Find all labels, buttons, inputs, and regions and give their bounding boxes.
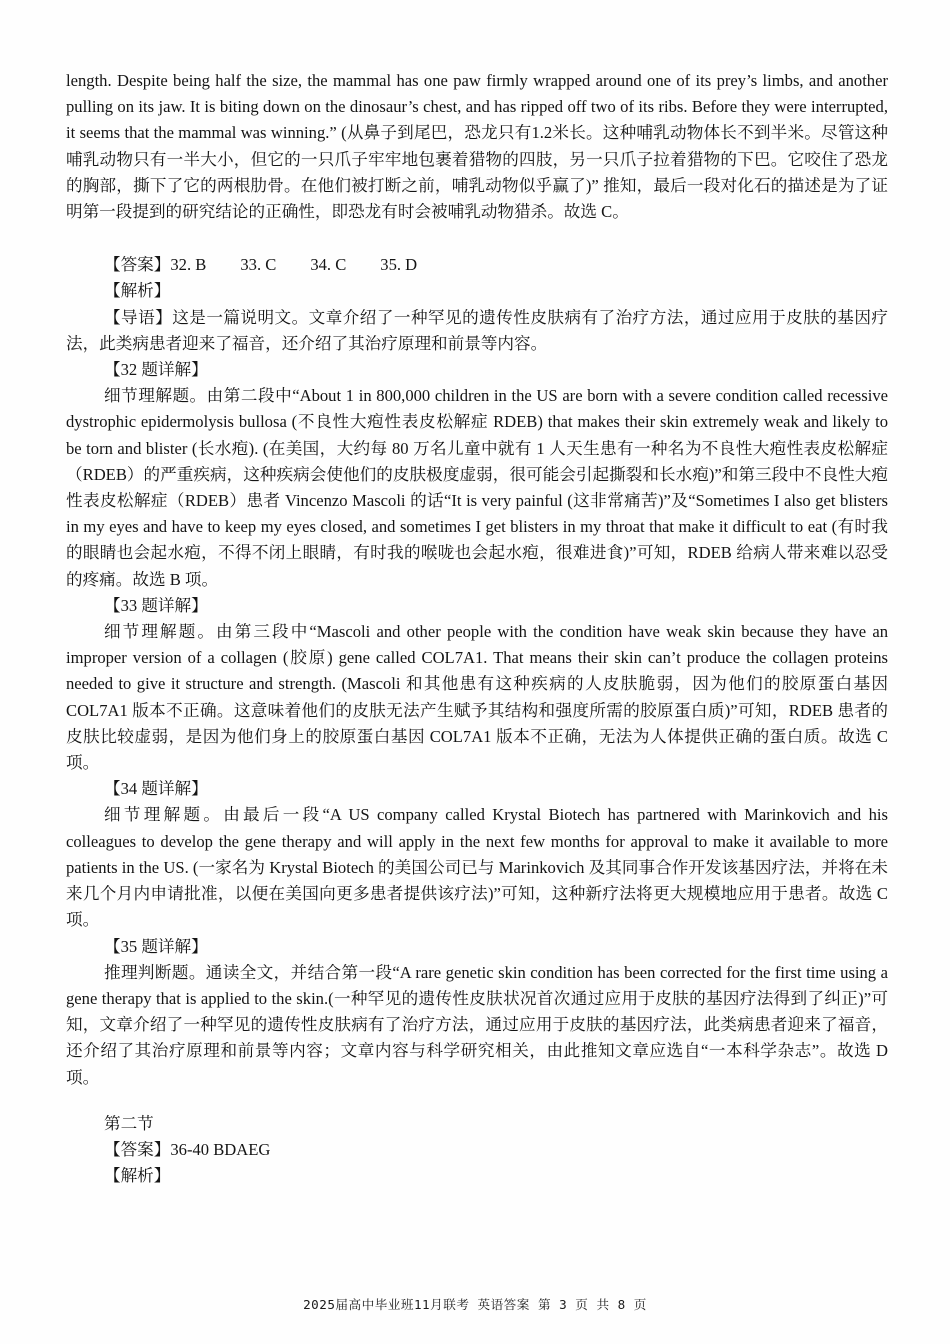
q32-title: 【32 题详解】 — [104, 360, 208, 380]
answer-32: 32. B — [170, 255, 207, 275]
q33-title: 【33 题详解】 — [104, 595, 208, 615]
answers-label: 【答案】 — [104, 255, 171, 275]
q35-title: 【35 题详解】 — [104, 936, 208, 956]
section-2-analysis-label: 【解析】 — [104, 1166, 171, 1186]
intro-paragraph: 【导语】这是一篇说明文。文章介绍了一种罕见的遗传性皮肤病有了治疗方法，通过应用于皮肤的基因疗法，此类病患者迎来了福音，还介绍了其治疗原理和前景等内容。 — [66, 307, 888, 353]
spacer — [66, 1091, 888, 1111]
answer-35: 35. D — [380, 255, 418, 275]
section-2-answer: 【答案】36-40 BDAEG — [104, 1139, 271, 1159]
q34-explanation: 细节理解题。由最后一段“A US company called Krystal Biotech has partnered with Marinkovich and his colleagues to develop the gene therapy and will apply in the next few months for approval to make it available to more patients in the US. (一家名为 Krystal Biotech 的美国公司已与 Marinkovich 及其同事合作开发该基因疗法，并将在未来几个月内申请批准，以便在美国向更多患者提供该疗法)”可知，这种新疗法将更大规模地应用于患者。故选 C 项。 — [66, 805, 888, 930]
analysis-label: 【解析】 — [104, 281, 171, 301]
q34-title: 【34 题详解】 — [104, 779, 208, 799]
q33-explanation: 细节理解题。由第三段中“Mascoli and other people with the condition have weak skin because they have an improper version of a collagen (胶原) gene called COL7A1. That means their skin can’t produce the collagen proteins needed to give it structure and strength. (Mascoli 和其他患有这种疾病的人皮肤脆弱，因为他们的胶原蛋白基因 COL7A1 版本不正确。这意味着他们的皮肤无法产生赋予其结构和强度所需的胶原蛋白质)”可知，RDEB 患者的皮肤比较虚弱，是因为他们身上的胶原蛋白基因 COL7A1 版本不正确，无法为人体提供正确的蛋白质。故选 C 项。 — [66, 622, 888, 773]
section-2-title: 第二节 — [104, 1113, 154, 1133]
page-footer: 2025届高中毕业班11月联考 英语答案 第 3 页 共 8 页 — [303, 1297, 647, 1312]
q35-explanation: 推理判断题。通读全文，并结合第一段“A rare genetic skin condition has been corrected for the first time using a gene therapy that is applied to the skin.(一种罕见的遗传性皮肤状况首次通过应用于皮肤的基因疗法得到了纠正)”可知，文章介绍了一种罕见的遗传性皮肤病有了治疗方法，通过应用于皮肤的基因疗法，此类病患者迎来了福音，还介绍了其治疗原理和前景等内容；文章内容与科学研究相关，由此推知文章应选自“一本科学杂志”。故选 D 项。 — [66, 962, 888, 1087]
answer-34: 34. C — [310, 255, 347, 275]
answer-33: 33. C — [240, 255, 277, 275]
page-content — [66, 68, 888, 1189]
passage-tail-paragraph: length. Despite being half the size, the mammal has one paw firmly wrapped around one of its prey’s limbs, and another pulling on its jaw. It is biting down on the dinosaur’s chest, and has ripped off two of its ribs. Before they were interrupted, it seems that the mammal was winning.” (从鼻子到尾巴，恐龙只有1.2米长。这种哺乳动物体长不到半米。尽管这种哺乳动物只有一半大小，但它的一只爪子牢牢地包裹着猎物的四肢，另一只爪子拉着猎物的下巴。它咬住了恐龙的胸部，撕下了它的两根肋骨。在他们被打断之前，哺乳动物似乎赢了)” 推知，最后一段对化石的描述是为了证明第一段提到的研究结论的正确性，即恐龙有时会被哺乳动物猎杀。故选 C。 — [66, 71, 888, 222]
answers-line — [66, 252, 888, 278]
q32-explanation: 细节理解题。由第二段中“About 1 in 800,000 children in the US are born with a severe condition called recessive dystrophic epidermolysis bullosa (不良性大疱性表皮松解症 RDEB) that makes their skin extremely weak and likely to be torn and blister (长水疱). (在美国，大约每 80 万名儿童中就有 1 人天生患有一种名为不良性大疱性表皮松解症（RDEB）的严重疾病，这种疾病会使他们的皮肤极度虚弱，很可能会引起撕裂和长水疱)”和第三段中不良性大疱性表皮松解症（RDEB）患者 Vincenzo Mascoli 的话“It is very painful (这非常痛苦)”及“Sometimes I also get blisters in my eyes and have to keep my eyes closed, and sometimes I get blisters in my throat that make it difficult to eat (有时我的眼睛也会起水疱，不得不闭上眼睛，有时我的喉咙也会起水疱，很难进食)”可知，RDEB 给病人带来难以忍受的疼痛。故选 B 项。 — [66, 386, 888, 589]
spacer — [66, 225, 888, 252]
